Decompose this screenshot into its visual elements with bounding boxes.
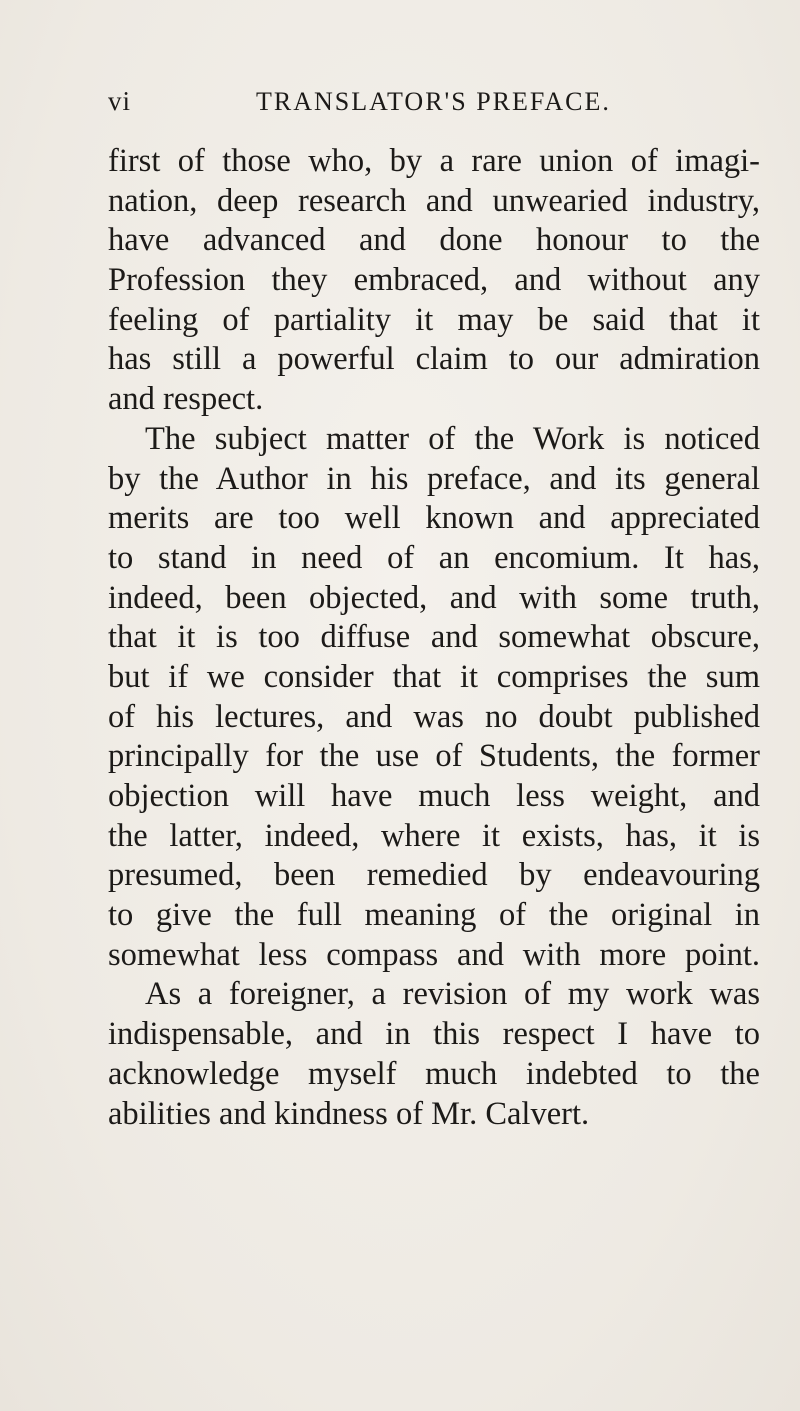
running-head: TRANSLATOR'S PREFACE. (256, 87, 611, 116)
text-line: objection will have much less weight, and (108, 778, 760, 814)
text-line: of his lectures, and was no doubt published (108, 698, 760, 735)
text-line: The subject matter of the Work is noticed (145, 420, 760, 457)
text-line: Profession they embraced, and without any (108, 262, 760, 299)
text-line: the latter, indeed, where it exists, has, it is (108, 817, 760, 854)
text-line: that it is too diffuse and somewhat obscure, (108, 619, 760, 656)
text-line: feeling of partiality it may be said that it (108, 301, 760, 338)
text-line: to give the full meaning of the original in (108, 897, 760, 934)
text-line: by the Author in his preface, and its general (108, 460, 760, 497)
text-line: to stand in need of an encomium. It has, (108, 539, 760, 576)
text-line: presumed, been remedied by endeavouring (108, 857, 760, 894)
text-line: have advanced and done honour to the (108, 222, 760, 259)
text-line: first of those who, by a rare union of imagi- (108, 143, 760, 179)
text-line: nation, deep research and unwearied industry, (108, 182, 760, 219)
text-line: somewhat less compass and with more point. (108, 936, 760, 973)
text-line: but if we consider that it comprises the sum (108, 658, 760, 695)
paragraph (108, 142, 760, 420)
text-line: indeed, been objected, and with some truth, (108, 579, 760, 616)
text-line: abilities and kindness of Mr. Calvert. (108, 1095, 590, 1132)
text-line: indispensable, and in this respect I have to (108, 1016, 760, 1053)
page-number: vi (108, 86, 132, 116)
text-line: has still a powerful claim to our admiration (108, 341, 760, 378)
paragraph (108, 420, 760, 976)
page-header (108, 86, 748, 120)
paragraph (108, 975, 760, 1134)
text-line: and respect. (108, 381, 264, 418)
text-line: acknowledge myself much indebted to the (108, 1055, 760, 1092)
text-line: As a foreigner, a revision of my work was (145, 976, 760, 1013)
body-text (108, 142, 760, 1134)
text-line: principally for the use of Students, the former (108, 738, 760, 775)
text-line: merits are too well known and appreciated (108, 500, 760, 537)
